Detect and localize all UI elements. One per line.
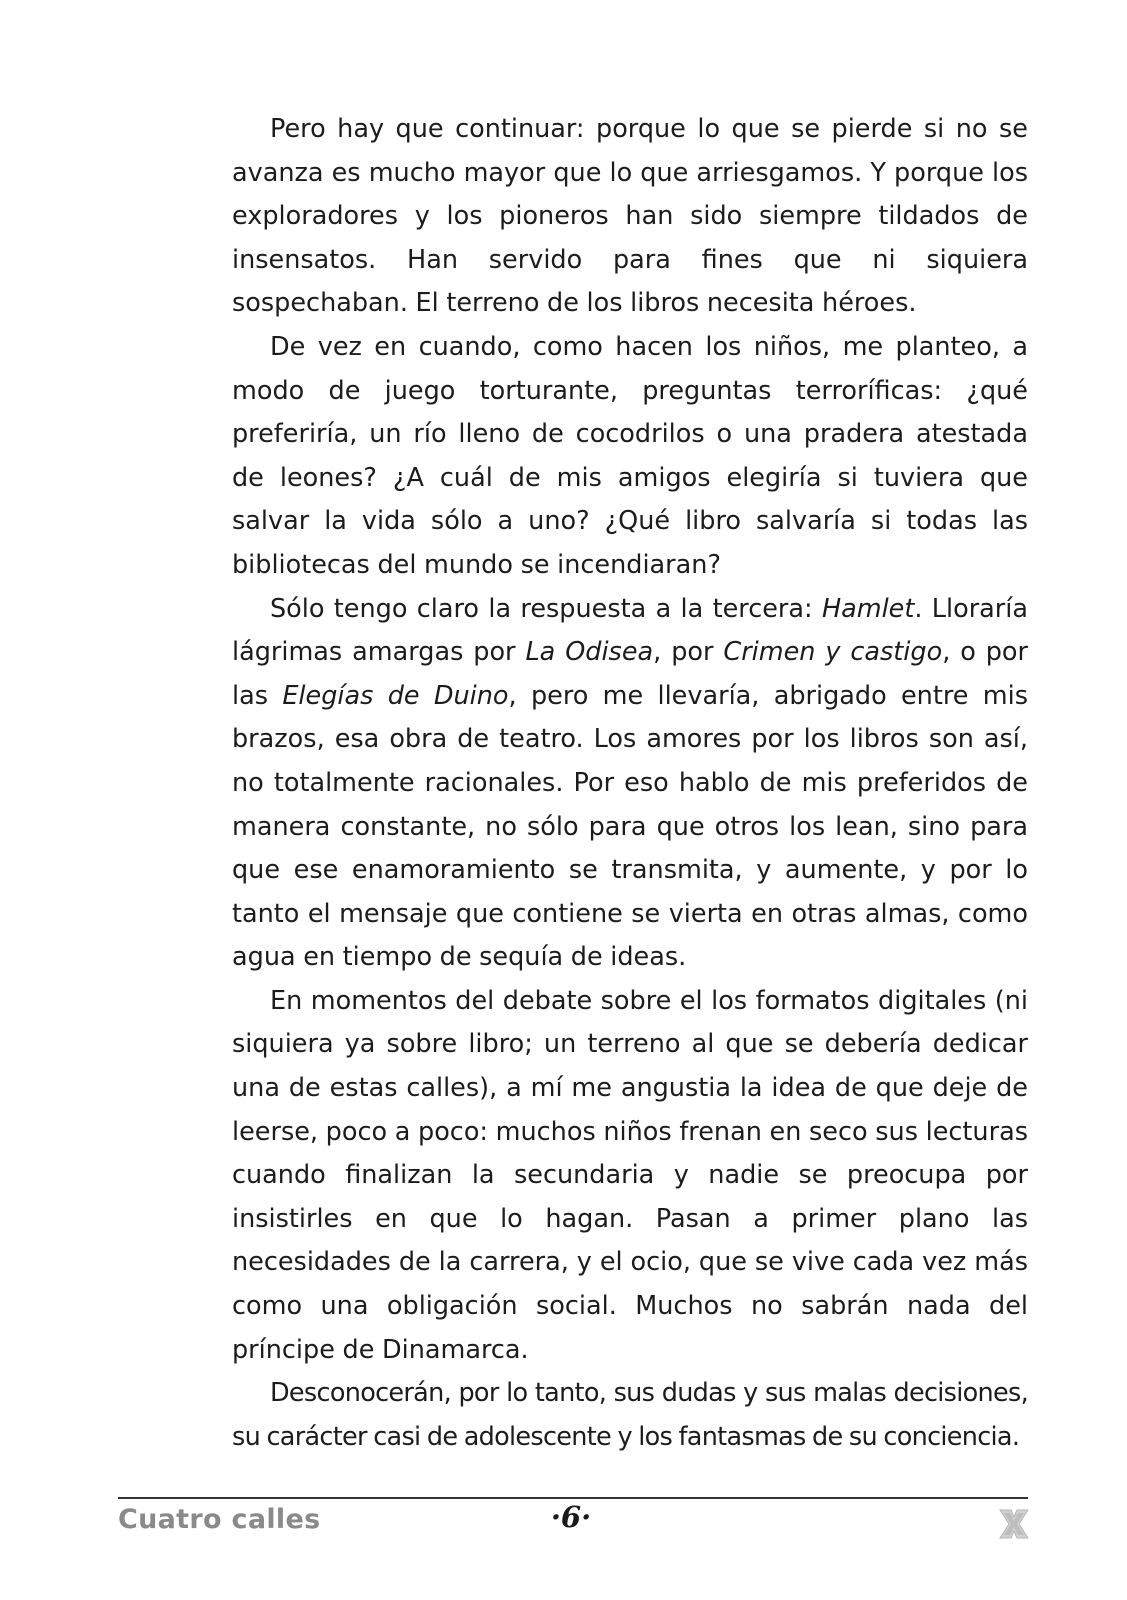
paragraph-4: En momentos del debate sobre el los formatos digitales (ni siquiera ya sobre libro; un terreno al que se debería dedicar una de estas calles), a mí me angustia la idea de que deje de leerse, poco a poco: muchos niños frenan en seco sus lecturas cuando finalizan la secundaria y nadie se preocupa por insistirles en que lo hagan. Pasan a primer plano las necesidades de la carrera, y el ocio, que se vive cada vez más como una obligación social. Muchos no sabrán nada del príncipe de Dinamarca. [232,985,1028,1365]
text-run: , o por las [232,637,1028,711]
paragraph-2: De vez en cuando, como hacen los niños, me planteo, a modo de juego torturante, preguntas terroríficas: ¿qué preferiría, un río lleno de cocodrilos o una pradera atestada de leones? ¿A cuál de mis amigos elegiría si tuviera que salvar la vida sólo a uno? ¿Qué libro salvaría si todas las bibliotecas del mundo se incendiaran? [232,331,1028,580]
footer-rule [118,1497,1028,1499]
text-run: , pero me llevaría, abrigado entre mis brazos, esa obra de teatro. Los amores por los libros son así, no totalmente racionales. Por eso hablo de mis preferidos de manera constante, no sólo para que otros los lean, sino para que ese enamoramiento se transmita, y aumente, y por lo tanto el mensaje que contiene se vierta en otras almas, como agua en tiempo de sequía de ideas. [232,680,1028,973]
paragraph-3 [232,588,1028,980]
x-logo-icon [997,1507,1031,1541]
book-title-elegias: Elegías de Duino [282,680,509,711]
book-title-hamlet: Hamlet [821,593,915,624]
book-title-crimen: Crimen y castigo [723,637,943,668]
text-run: Sólo tengo claro la respuesta a la tercera: [270,593,822,624]
paragraph-5: Desconocerán, por lo tanto, sus dudas y sus malas decisiones, su carácter casi de adolescente y los fantasmas de su conciencia. [232,1378,1028,1452]
text-run: . Lloraría lágrimas amargas por [232,593,1028,668]
paragraph-1: Pero hay que continuar: porque lo que se pierde si no se avanza es mucho mayor que lo que arriesgamos. Y porque los exploradores y los pioneros han sido siempre tildados de insensatos. Han servido para fines que ni siquiera sospechaban. El terreno de los libros necesita héroes. [232,114,1028,319]
footer-title: Cuatro calles [118,1504,321,1535]
page-number: ·6· [550,1500,592,1534]
text-run: , por [653,637,724,668]
book-title-odisea: La Odisea [525,637,654,668]
page-body [232,108,1028,1459]
